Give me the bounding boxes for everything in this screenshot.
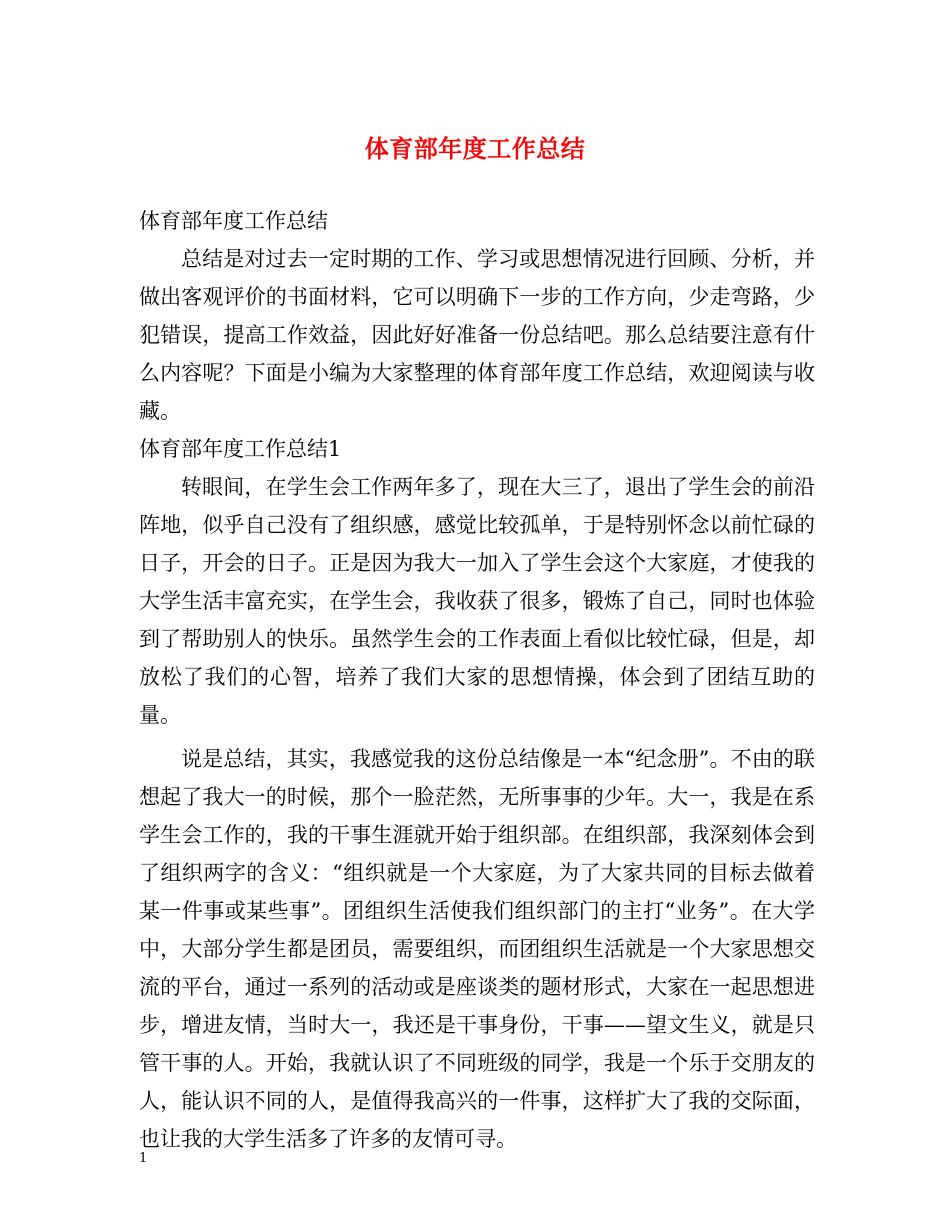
body-paragraph: 总结是对过去一定时期的工作、学习或思想情况进行回顾、分析，并做出客观评价的书面材料，它可以明确下一步的工作方向，少走弯路，少犯错误，提高工作效益，因此好好准备一份总结吧。那么总结要注意有什么内容呢？下面是小编为大家整理的体育部年度工作总结，欢迎阅读与收藏。 [139,247,815,423]
document-body [139,202,815,1158]
document-title: 体育部年度工作总结 [364,134,586,163]
body-paragraph: 说是总结，其实，我感觉我的这份总结像是一本“纪念册”。不由的联想起了我大一的时候，那个一脸茫然，无所事事的少年。大一，我是在系学生会工作的，我的干事生涯就开始于组织部。在组织部，我深刻体会到了组织两字的含义：“组织就是一个大家庭，为了大家共同的目标去做着某一件事或某些事”。团组织生活使我们组织部门的主打“业务”。在大学中，大部分学生都是团员，需要组织，而团组织生活就是一个大家思想交流的平台，通过一系列的活动或是座谈类的题材形式，大家在一起思想进步，增进友情，当时大一，我还是干事身份，干事——望文生义，就是只管干事的人。开始，我就认识了不同班级的同学，我是一个乐于交朋友的人，能认识不同的人，是值得我高兴的一件事，这样扩大了我的交际面，也让我的大学生活多了许多的友情可寻。 [139,747,815,1151]
section-heading: 体育部年度工作总结1 [139,437,342,461]
page-number: 1 [139,1151,148,1166]
section-heading: 体育部年度工作总结 [139,209,328,233]
body-paragraph: 转眼间，在学生会工作两年多了，现在大三了，退出了学生会的前沿阵地，似乎自己没有了组织感，感觉比较孤单，于是特别怀念以前忙碌的日子，开会的日子。正是因为我大一加入了学生会这个大家庭，才使我的大学生活丰富充实，在学生会，我收获了很多，锻炼了自己，同时也体验到了帮助别人的快乐。虽然学生会的工作表面上看似比较忙碌，但是，却放松了我们的心智，培养了我们大家的思想情操，体会到了团结互助的量。 [139,475,815,727]
